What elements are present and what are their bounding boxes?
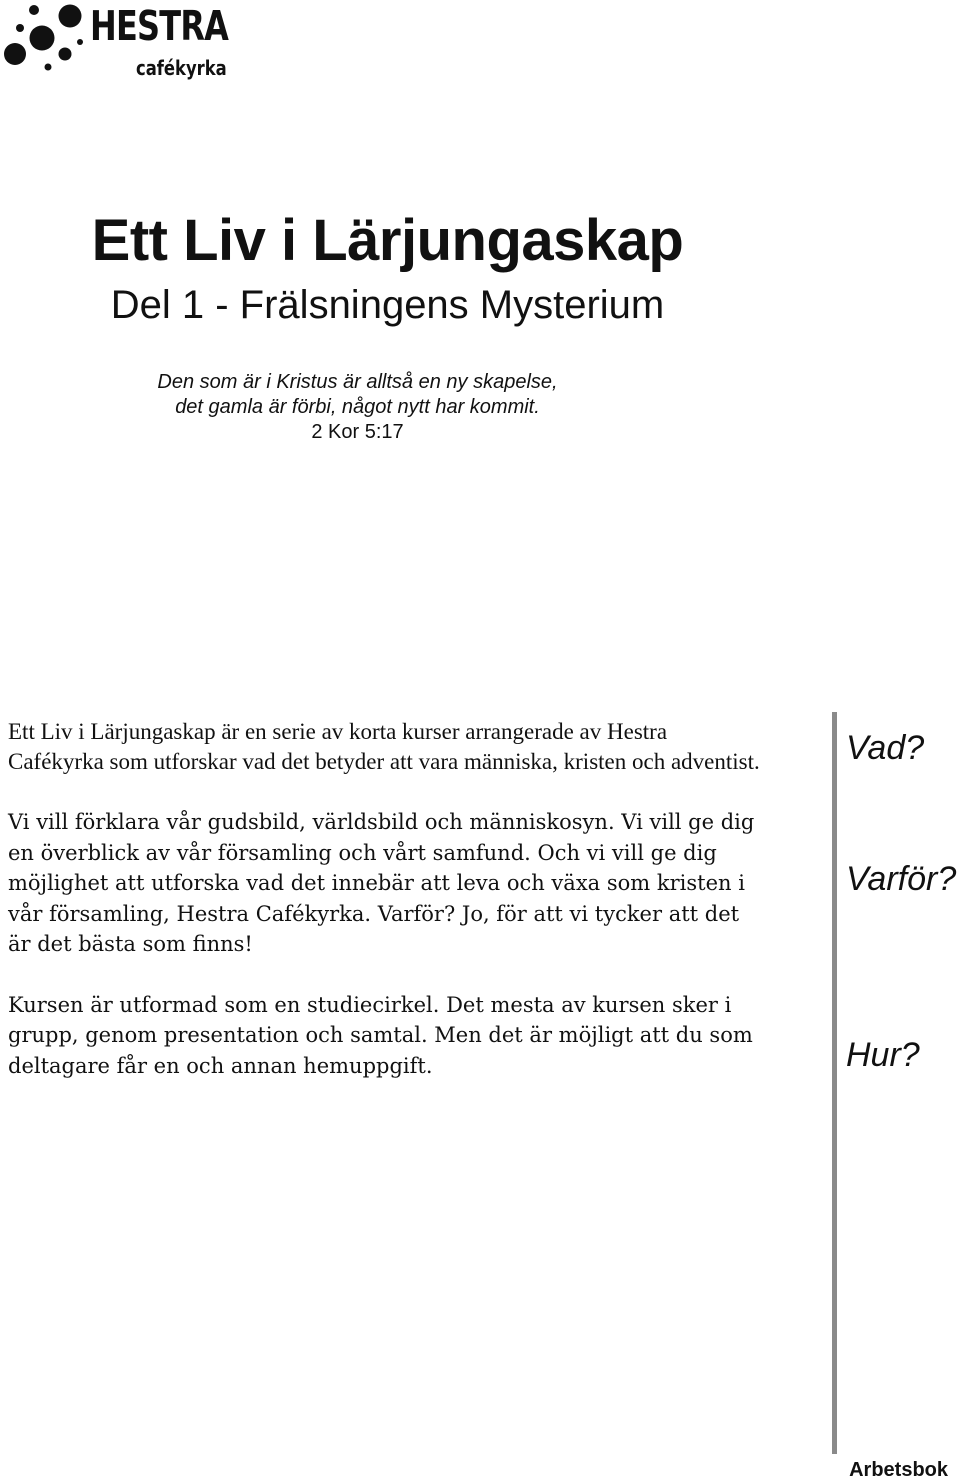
paragraph-why: Vi vill förklara vår gudsbild, världsbild och människosyn. Vi vill ge dig en överblick av vår församling och vårt samfund. Och vi vill ge dig möjlighet att utforska vad det innebär att leva och växa som kristen i vår församling, Hestra Cafékyrka. Varför? Jo, för att vi tycker att det är det bästa som finns! (8, 810, 755, 956)
sidebar-label-what: Vad? (846, 729, 925, 767)
page-subtitle: Del 1 - Frälsningens Mysterium (110, 283, 665, 327)
logo-subtitle: cafékyrka (136, 56, 227, 80)
paragraph-how: Kursen är utformad som en studiecirkel. Det mesta av kursen sker i grupp, genom presentation och samtal. Men det är möjligt att du som deltagare får en och annan hemuppgift. (8, 992, 753, 1078)
intro-text (8, 717, 768, 1111)
dots-logo-icon (4, 4, 86, 72)
logo-name: HESTRA (90, 2, 229, 50)
quote-text (0, 370, 715, 420)
page-title: Ett Liv i Lärjungaskap (91, 208, 684, 273)
quote-line-2: det gamla är förbi, något nytt har kommit. (175, 396, 540, 418)
sidebar-divider (832, 712, 837, 1454)
footer-label: Arbetsbok (849, 1459, 948, 1481)
quote-reference: 2 Kor 5:17 (311, 421, 404, 443)
quote-line-1: Den som är i Kristus är alltså en ny skapelse, (157, 371, 558, 393)
paragraph-what: Ett Liv i Lärjungaskap är en serie av korta kurser arrangerade av Hestra Cafékyrka som utforskar vad det betyder att vara människa, kristen och adventist. (8, 719, 760, 774)
sidebar-label-why: Varför? (846, 860, 957, 898)
sidebar-label-how: Hur? (846, 1036, 920, 1074)
bible-quote (0, 370, 715, 445)
hestra-logo (4, 2, 229, 80)
